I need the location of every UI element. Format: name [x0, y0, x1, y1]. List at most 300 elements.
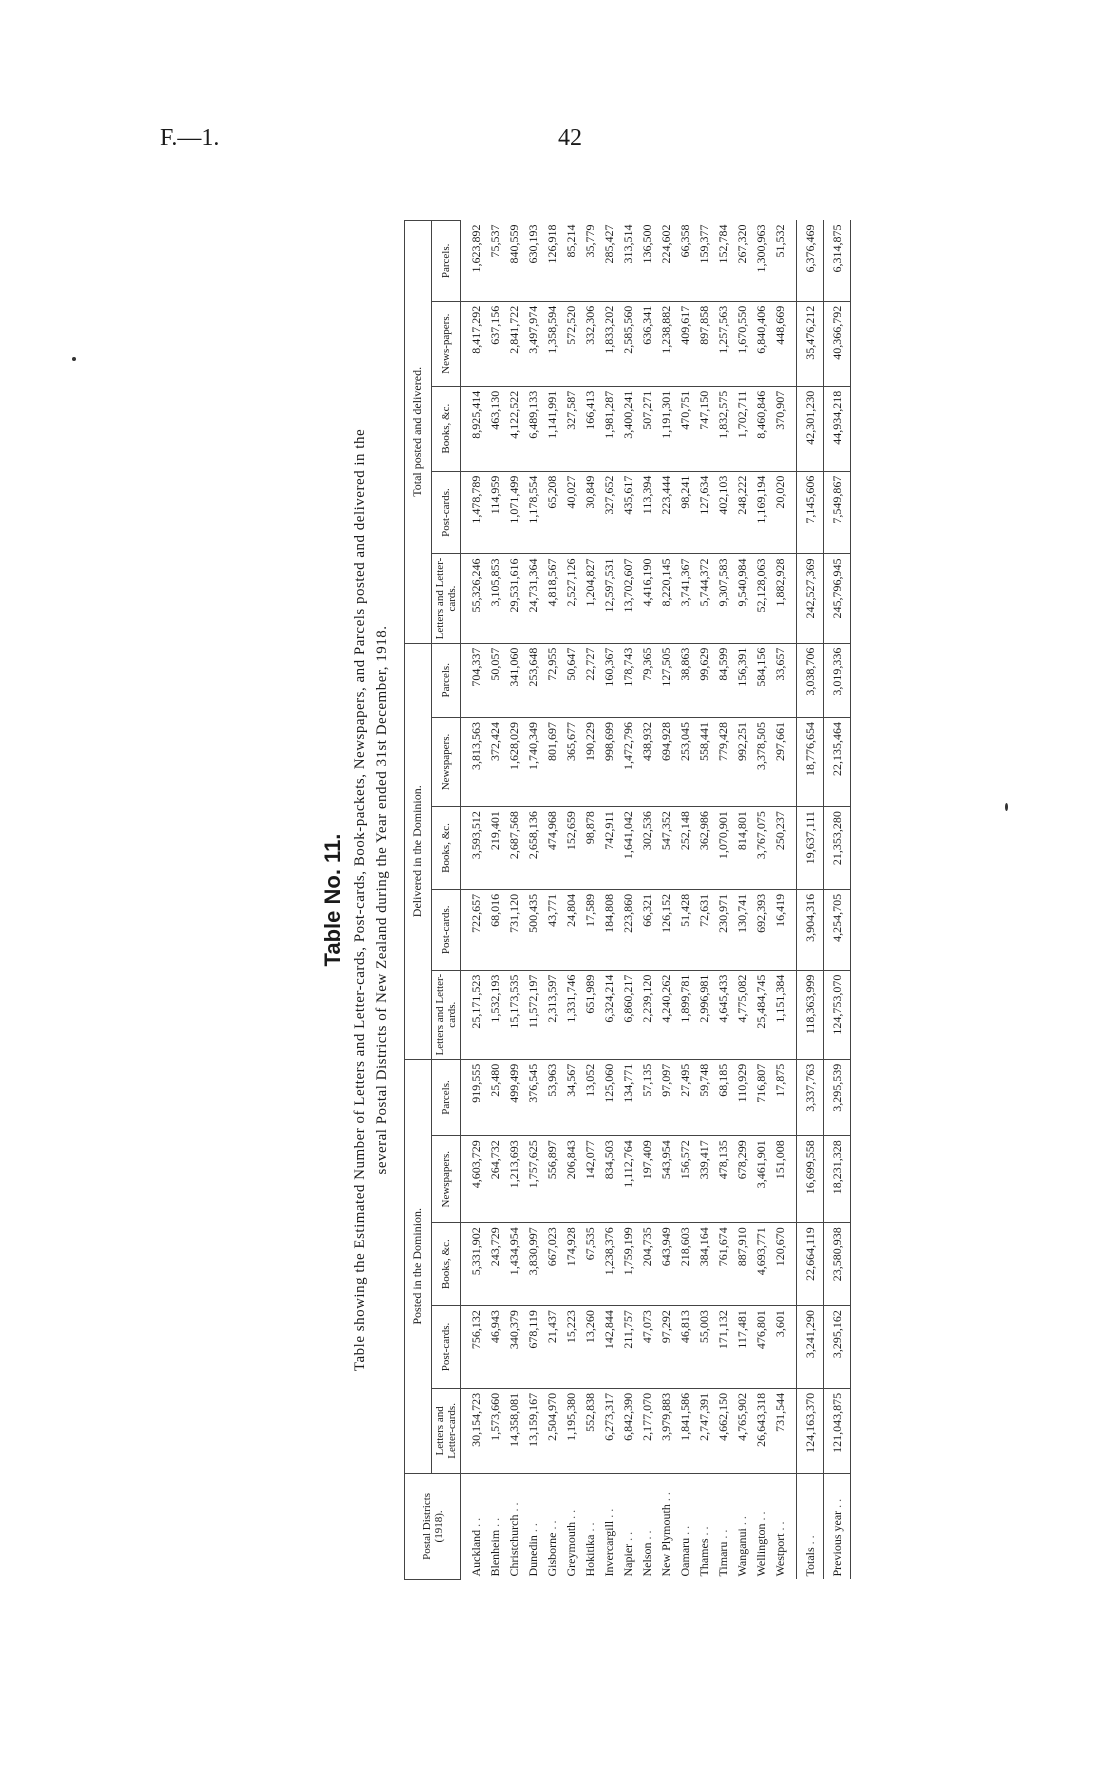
- district-name: [619, 1473, 638, 1579]
- table-cell: 6,860,217: [619, 970, 638, 1059]
- table-cell: 13,260: [581, 1306, 600, 1389]
- table-cell: 130,741: [733, 889, 752, 970]
- table-cell: 250,237: [771, 807, 797, 890]
- table-cell: 6,376,469: [797, 221, 824, 302]
- table-cell: 25,171,523: [461, 970, 487, 1059]
- table-cell: 16,699,558: [797, 1136, 824, 1223]
- table-cell: 43,771: [543, 889, 562, 970]
- table-cell: 85,214: [562, 221, 581, 302]
- leader-dots: . .: [802, 1535, 817, 1548]
- district-name: [505, 1473, 524, 1579]
- leader-dots: . .: [564, 1509, 579, 1522]
- district-name: [752, 1473, 771, 1579]
- table-row: [524, 221, 543, 1580]
- leader-dots: . .: [526, 1523, 541, 1536]
- table-cell: 97,292: [657, 1306, 676, 1389]
- district-label: Blenheim: [488, 1529, 503, 1577]
- table-cell: 40,027: [562, 471, 581, 554]
- table-cell: 110,929: [733, 1059, 752, 1135]
- table-cell: 362,986: [695, 807, 714, 890]
- table-cell: 184,808: [600, 889, 619, 970]
- district-name: [797, 1473, 824, 1579]
- table-cell: 731,544: [771, 1388, 797, 1473]
- speck: [72, 357, 76, 361]
- table-cell: 742,911: [600, 807, 619, 890]
- table-row: [733, 221, 752, 1580]
- table-cell: 761,674: [714, 1223, 733, 1306]
- table-title: Table No. 11.: [320, 833, 345, 967]
- district-label: Wanganui: [735, 1528, 750, 1577]
- table-cell: 692,393: [752, 889, 771, 970]
- table-cell: 694,928: [657, 717, 676, 806]
- column-header: Books, &c.: [432, 1223, 461, 1306]
- table-cell: 636,341: [638, 301, 657, 386]
- table-cell: 1,472,796: [619, 717, 638, 806]
- table-cell: 66,358: [676, 221, 695, 302]
- district-label: Westport: [773, 1533, 788, 1577]
- table-cell: 547,352: [657, 807, 676, 890]
- table-caption-line-1: Table showing the Estimated Number of Letters and Letter-cards, Post-cards, Book-packets, Newspapers, and Parcels posted and delivered in the: [352, 428, 368, 1372]
- district-label: Napier: [621, 1543, 636, 1577]
- table-row: [638, 221, 657, 1580]
- leader-dots: . .: [659, 1492, 674, 1505]
- table-cell: 17,589: [581, 889, 600, 970]
- table-cell: 52,128,063: [752, 554, 771, 643]
- table-cell: 8,925,414: [461, 386, 487, 471]
- district-label: New Plymouth: [659, 1504, 674, 1577]
- table-cell: 75,537: [486, 221, 505, 302]
- column-header: Books, &c.: [432, 386, 461, 471]
- table-cell: 7,145,606: [797, 471, 824, 554]
- leader-dots: . .: [754, 1511, 769, 1524]
- district-name: [562, 1473, 581, 1579]
- table-cell: 218,603: [676, 1223, 695, 1306]
- table-cell: 66,321: [638, 889, 657, 970]
- table-cell: 8,417,292: [461, 301, 487, 386]
- delivered-group-header: Delivered in the Dominion.: [405, 643, 432, 1059]
- table-cell: 448,669: [771, 301, 797, 386]
- table-cell: 34,567: [562, 1059, 581, 1135]
- table-cell: 7,549,867: [824, 471, 851, 554]
- table-cell: 114,959: [486, 471, 505, 554]
- table-cell: 1,204,827: [581, 554, 600, 643]
- table-cell: 2,841,722: [505, 301, 524, 386]
- leader-dots: . .: [602, 1508, 617, 1521]
- table-cell: 174,928: [562, 1223, 581, 1306]
- district-name: [824, 1473, 851, 1579]
- table-cell: 402,103: [714, 471, 733, 554]
- table-cell: 1,832,575: [714, 386, 733, 471]
- table-cell: 190,229: [581, 717, 600, 806]
- district-name: [695, 1473, 714, 1579]
- rotated-table-page: [320, 220, 1000, 1580]
- table-row: [752, 221, 771, 1580]
- table-cell: 171,132: [714, 1306, 733, 1389]
- table-cell: 716,807: [752, 1059, 771, 1135]
- table-cell: 9,540,984: [733, 554, 752, 643]
- column-header: Letters and Letter-cards.: [432, 1388, 461, 1473]
- page-number: 42: [558, 125, 582, 151]
- table-row: [676, 221, 695, 1580]
- table-cell: 339,417: [695, 1136, 714, 1223]
- leader-dots: . .: [640, 1530, 655, 1543]
- table-cell: 302,536: [638, 807, 657, 890]
- table-cell: 3,497,974: [524, 301, 543, 386]
- table-cell: 1,169,194: [752, 471, 771, 554]
- district-name: [543, 1473, 562, 1579]
- table-cell: 438,932: [638, 717, 657, 806]
- table-cell: 1,331,746: [562, 970, 581, 1059]
- table-cell: 197,409: [638, 1136, 657, 1223]
- table-cell: 365,677: [562, 717, 581, 806]
- table-cell: 1,238,882: [657, 301, 676, 386]
- table-cell: 3,105,853: [486, 554, 505, 643]
- table-cell: 50,647: [562, 643, 581, 717]
- table-cell: 5,744,372: [695, 554, 714, 643]
- table-row: [824, 221, 851, 1580]
- table-cell: 27,495: [676, 1059, 695, 1135]
- table-cell: 704,337: [461, 643, 487, 717]
- table-cell: 3,337,763: [797, 1059, 824, 1135]
- table-cell: 253,648: [524, 643, 543, 717]
- table-cell: 33,657: [771, 643, 797, 717]
- table-cell: 1,740,349: [524, 717, 543, 806]
- table-cell: 4,645,433: [714, 970, 733, 1059]
- table-cell: 117,481: [733, 1306, 752, 1389]
- table-cell: 3,038,706: [797, 643, 824, 717]
- district-label: Invercargill: [602, 1520, 617, 1577]
- table-cell: 53,963: [543, 1059, 562, 1135]
- leader-dots: . .: [678, 1525, 693, 1538]
- table-cell: 98,241: [676, 471, 695, 554]
- table-cell: 6,842,390: [619, 1388, 638, 1473]
- table-cell: 15,173,535: [505, 970, 524, 1059]
- total-group-header: Total posted and delivered.: [405, 221, 432, 644]
- table-cell: 801,697: [543, 717, 562, 806]
- table-cell: 13,159,167: [524, 1388, 543, 1473]
- table-row: [486, 221, 505, 1580]
- table-cell: 98,878: [581, 807, 600, 890]
- table-cell: 136,500: [638, 221, 657, 302]
- table-cell: 40,366,792: [824, 301, 851, 386]
- subheader-row: [432, 221, 461, 1580]
- table-cell: 142,844: [600, 1306, 619, 1389]
- table-cell: 919,555: [461, 1059, 487, 1135]
- table-cell: 2,747,391: [695, 1388, 714, 1473]
- posted-group-header: Posted in the Dominion.: [405, 1059, 432, 1473]
- table-cell: 97,097: [657, 1059, 676, 1135]
- table-cell: 3,830,997: [524, 1223, 543, 1306]
- district-name: [524, 1473, 543, 1579]
- table-cell: 3,601: [771, 1306, 797, 1389]
- table-cell: 1,478,789: [461, 471, 487, 554]
- table-cell: 126,152: [657, 889, 676, 970]
- table-cell: 4,603,729: [461, 1136, 487, 1223]
- district-name: [581, 1473, 600, 1579]
- table-cell: 2,504,970: [543, 1388, 562, 1473]
- table-cell: 327,652: [600, 471, 619, 554]
- table-cell: 409,617: [676, 301, 695, 386]
- postal-statistics-table: [404, 220, 851, 1580]
- column-header: Letters and Letter-cards.: [432, 970, 461, 1059]
- table-cell: 3,461,901: [752, 1136, 771, 1223]
- district-column-header: Postal Districts (1918).: [405, 1473, 461, 1579]
- table-cell: 252,148: [676, 807, 695, 890]
- column-header: Parcels.: [432, 221, 461, 302]
- table-cell: 243,729: [486, 1223, 505, 1306]
- table-cell: 124,163,370: [797, 1388, 824, 1473]
- table-cell: 1,899,781: [676, 970, 695, 1059]
- table-cell: 897,858: [695, 301, 714, 386]
- table-cell: 219,401: [486, 807, 505, 890]
- table-cell: 637,156: [486, 301, 505, 386]
- table-cell: 1,833,202: [600, 301, 619, 386]
- table-cell: 21,437: [543, 1306, 562, 1389]
- table-cell: 3,904,316: [797, 889, 824, 970]
- table-cell: 1,071,499: [505, 471, 524, 554]
- column-header: Post-cards.: [432, 471, 461, 554]
- table-cell: 1,178,554: [524, 471, 543, 554]
- leader-dots: . .: [545, 1520, 560, 1533]
- table-cell: 253,045: [676, 717, 695, 806]
- table-cell: 651,989: [581, 970, 600, 1059]
- table-cell: 1,070,901: [714, 807, 733, 890]
- table-cell: 2,527,126: [562, 554, 581, 643]
- table-cell: 51,428: [676, 889, 695, 970]
- table-cell: 24,731,364: [524, 554, 543, 643]
- table-cell: 19,637,111: [797, 807, 824, 890]
- table-cell: 6,273,317: [600, 1388, 619, 1473]
- table-cell: 470,751: [676, 386, 695, 471]
- table-cell: 22,664,119: [797, 1223, 824, 1306]
- table-cell: 722,657: [461, 889, 487, 970]
- table-cell: 68,016: [486, 889, 505, 970]
- table-cell: 1,759,199: [619, 1223, 638, 1306]
- table-row: [505, 221, 524, 1580]
- table-cell: 370,907: [771, 386, 797, 471]
- table-row: [771, 221, 797, 1580]
- table-cell: 1,573,660: [486, 1388, 505, 1473]
- district-label: Christchurch: [507, 1514, 522, 1577]
- table-cell: 35,779: [581, 221, 600, 302]
- table-cell: 2,996,981: [695, 970, 714, 1059]
- table-cell: 248,222: [733, 471, 752, 554]
- table-cell: 18,776,654: [797, 717, 824, 806]
- table-cell: 211,757: [619, 1306, 638, 1389]
- table-cell: 67,535: [581, 1223, 600, 1306]
- table-cell: 372,424: [486, 717, 505, 806]
- column-header: Books, &c.: [432, 807, 461, 890]
- table-cell: 1,532,193: [486, 970, 505, 1059]
- column-header: Newspapers.: [432, 1136, 461, 1223]
- column-header: Letters and Letter-cards.: [432, 554, 461, 643]
- table-cell: 4,122,522: [505, 386, 524, 471]
- table-cell: 134,771: [619, 1059, 638, 1135]
- table-cell: 267,320: [733, 221, 752, 302]
- table-cell: 178,743: [619, 643, 638, 717]
- table-cell: 127,505: [657, 643, 676, 717]
- table-cell: 1,112,764: [619, 1136, 638, 1223]
- table-cell: 435,617: [619, 471, 638, 554]
- table-cell: 46,943: [486, 1306, 505, 1389]
- table-cell: 16,419: [771, 889, 797, 970]
- table-cell: 84,599: [714, 643, 733, 717]
- table-cell: 142,077: [581, 1136, 600, 1223]
- table-cell: 245,796,945: [824, 554, 851, 643]
- table-cell: 59,748: [695, 1059, 714, 1135]
- table-cell: 24,804: [562, 889, 581, 970]
- table-cell: 25,480: [486, 1059, 505, 1135]
- table-cell: 1,841,586: [676, 1388, 695, 1473]
- table-cell: 2,239,120: [638, 970, 657, 1059]
- table-cell: 3,400,241: [619, 386, 638, 471]
- table-cell: 230,971: [714, 889, 733, 970]
- table-cell: 79,365: [638, 643, 657, 717]
- table-cell: 50,057: [486, 643, 505, 717]
- table-cell: 20,020: [771, 471, 797, 554]
- table-cell: 206,843: [562, 1136, 581, 1223]
- leader-dots: . .: [735, 1516, 750, 1529]
- district-name: [676, 1473, 695, 1579]
- table-cell: 38,863: [676, 643, 695, 717]
- table-cell: 376,545: [524, 1059, 543, 1135]
- table-cell: 384,164: [695, 1223, 714, 1306]
- table-cell: 840,559: [505, 221, 524, 302]
- table-row: [797, 221, 824, 1580]
- table-cell: 3,295,162: [824, 1306, 851, 1389]
- table-cell: 17,875: [771, 1059, 797, 1135]
- table-cell: 992,251: [733, 717, 752, 806]
- table-cell: 1,358,594: [543, 301, 562, 386]
- table-cell: 44,934,218: [824, 386, 851, 471]
- table-cell: 5,331,902: [461, 1223, 487, 1306]
- district-name: [771, 1473, 797, 1579]
- table-cell: 156,572: [676, 1136, 695, 1223]
- table-cell: 1,641,042: [619, 807, 638, 890]
- table-cell: 1,151,384: [771, 970, 797, 1059]
- table-cell: 127,634: [695, 471, 714, 554]
- table-cell: 3,741,367: [676, 554, 695, 643]
- column-header: News-papers.: [432, 301, 461, 386]
- district-label: Dunedin: [526, 1535, 541, 1577]
- table-cell: 126,918: [543, 221, 562, 302]
- table-cell: 4,240,262: [657, 970, 676, 1059]
- table-cell: 159,377: [695, 221, 714, 302]
- table-cell: 23,580,938: [824, 1223, 851, 1306]
- speck: [1005, 803, 1008, 811]
- table-cell: 1,623,892: [461, 221, 487, 302]
- table-cell: 998,699: [600, 717, 619, 806]
- district-label: Previous year: [829, 1510, 844, 1577]
- table-cell: 57,135: [638, 1059, 657, 1135]
- table-cell: 42,301,230: [797, 386, 824, 471]
- district-label: Greymouth: [564, 1521, 579, 1577]
- table-cell: 779,428: [714, 717, 733, 806]
- district-label: Hokitika: [583, 1534, 598, 1577]
- table-cell: 4,693,771: [752, 1223, 771, 1306]
- table-cell: 340,379: [505, 1306, 524, 1389]
- table-cell: 11,572,197: [524, 970, 543, 1059]
- table-cell: 35,476,212: [797, 301, 824, 386]
- table-cell: 4,662,150: [714, 1388, 733, 1473]
- leader-dots: . .: [773, 1521, 788, 1534]
- table-cell: 6,489,133: [524, 386, 543, 471]
- table-cell: 1,300,963: [752, 221, 771, 302]
- column-header: Parcels.: [432, 1059, 461, 1135]
- table-cell: 120,670: [771, 1223, 797, 1306]
- table-cell: 30,154,723: [461, 1388, 487, 1473]
- table-caption-line-2: several Postal Districts of New Zealand during the Year ended 31st December, 1918.: [374, 625, 390, 1175]
- district-name: [657, 1473, 676, 1579]
- table-cell: 72,955: [543, 643, 562, 717]
- table-row: [619, 221, 638, 1580]
- district-label: Thames: [697, 1538, 712, 1577]
- table-cell: 1,628,029: [505, 717, 524, 806]
- table-row: [562, 221, 581, 1580]
- district-label: Auckland: [469, 1529, 484, 1577]
- leader-dots: . .: [697, 1526, 712, 1539]
- table-cell: 223,444: [657, 471, 676, 554]
- table-row: [461, 221, 487, 1580]
- table-cell: 3,378,505: [752, 717, 771, 806]
- table-cell: 474,968: [543, 807, 562, 890]
- table-cell: 887,910: [733, 1223, 752, 1306]
- district-label: Wellington: [754, 1523, 769, 1577]
- table-cell: 15,223: [562, 1306, 581, 1389]
- table-cell: 21,353,280: [824, 807, 851, 890]
- table-cell: 204,735: [638, 1223, 657, 1306]
- table-cell: 72,631: [695, 889, 714, 970]
- table-cell: 4,254,705: [824, 889, 851, 970]
- table-cell: 29,531,616: [505, 554, 524, 643]
- table-cell: 118,363,999: [797, 970, 824, 1059]
- leader-dots: . .: [716, 1529, 731, 1542]
- table-cell: 3,241,290: [797, 1306, 824, 1389]
- table-cell: 6,314,875: [824, 221, 851, 302]
- district-name: [461, 1473, 487, 1579]
- table-cell: 2,687,568: [505, 807, 524, 890]
- table-cell: 6,324,214: [600, 970, 619, 1059]
- table-cell: 834,503: [600, 1136, 619, 1223]
- table-cell: 1,141,991: [543, 386, 562, 471]
- table-cell: 2,585,560: [619, 301, 638, 386]
- table-cell: 3,813,563: [461, 717, 487, 806]
- district-label: Timaru: [716, 1541, 731, 1577]
- table-row: [714, 221, 733, 1580]
- table-cell: 160,367: [600, 643, 619, 717]
- leader-dots: . .: [488, 1517, 503, 1530]
- table-cell: 667,023: [543, 1223, 562, 1306]
- leader-dots: . .: [469, 1517, 484, 1530]
- table-cell: 507,271: [638, 386, 657, 471]
- table-cell: 2,658,136: [524, 807, 543, 890]
- leader-dots: . .: [583, 1522, 598, 1535]
- table-cell: 572,520: [562, 301, 581, 386]
- district-label: Nelson: [640, 1542, 655, 1577]
- table-cell: 22,727: [581, 643, 600, 717]
- table-cell: 1,670,550: [733, 301, 752, 386]
- table-cell: 13,702,607: [619, 554, 638, 643]
- table-cell: 1,882,928: [771, 554, 797, 643]
- district-name: [714, 1473, 733, 1579]
- table-cell: 30,849: [581, 471, 600, 554]
- table-cell: 1,434,954: [505, 1223, 524, 1306]
- table-cell: 55,003: [695, 1306, 714, 1389]
- table-cell: 264,732: [486, 1136, 505, 1223]
- table-cell: 4,765,902: [733, 1388, 752, 1473]
- table-cell: 151,008: [771, 1136, 797, 1223]
- district-name: [638, 1473, 657, 1579]
